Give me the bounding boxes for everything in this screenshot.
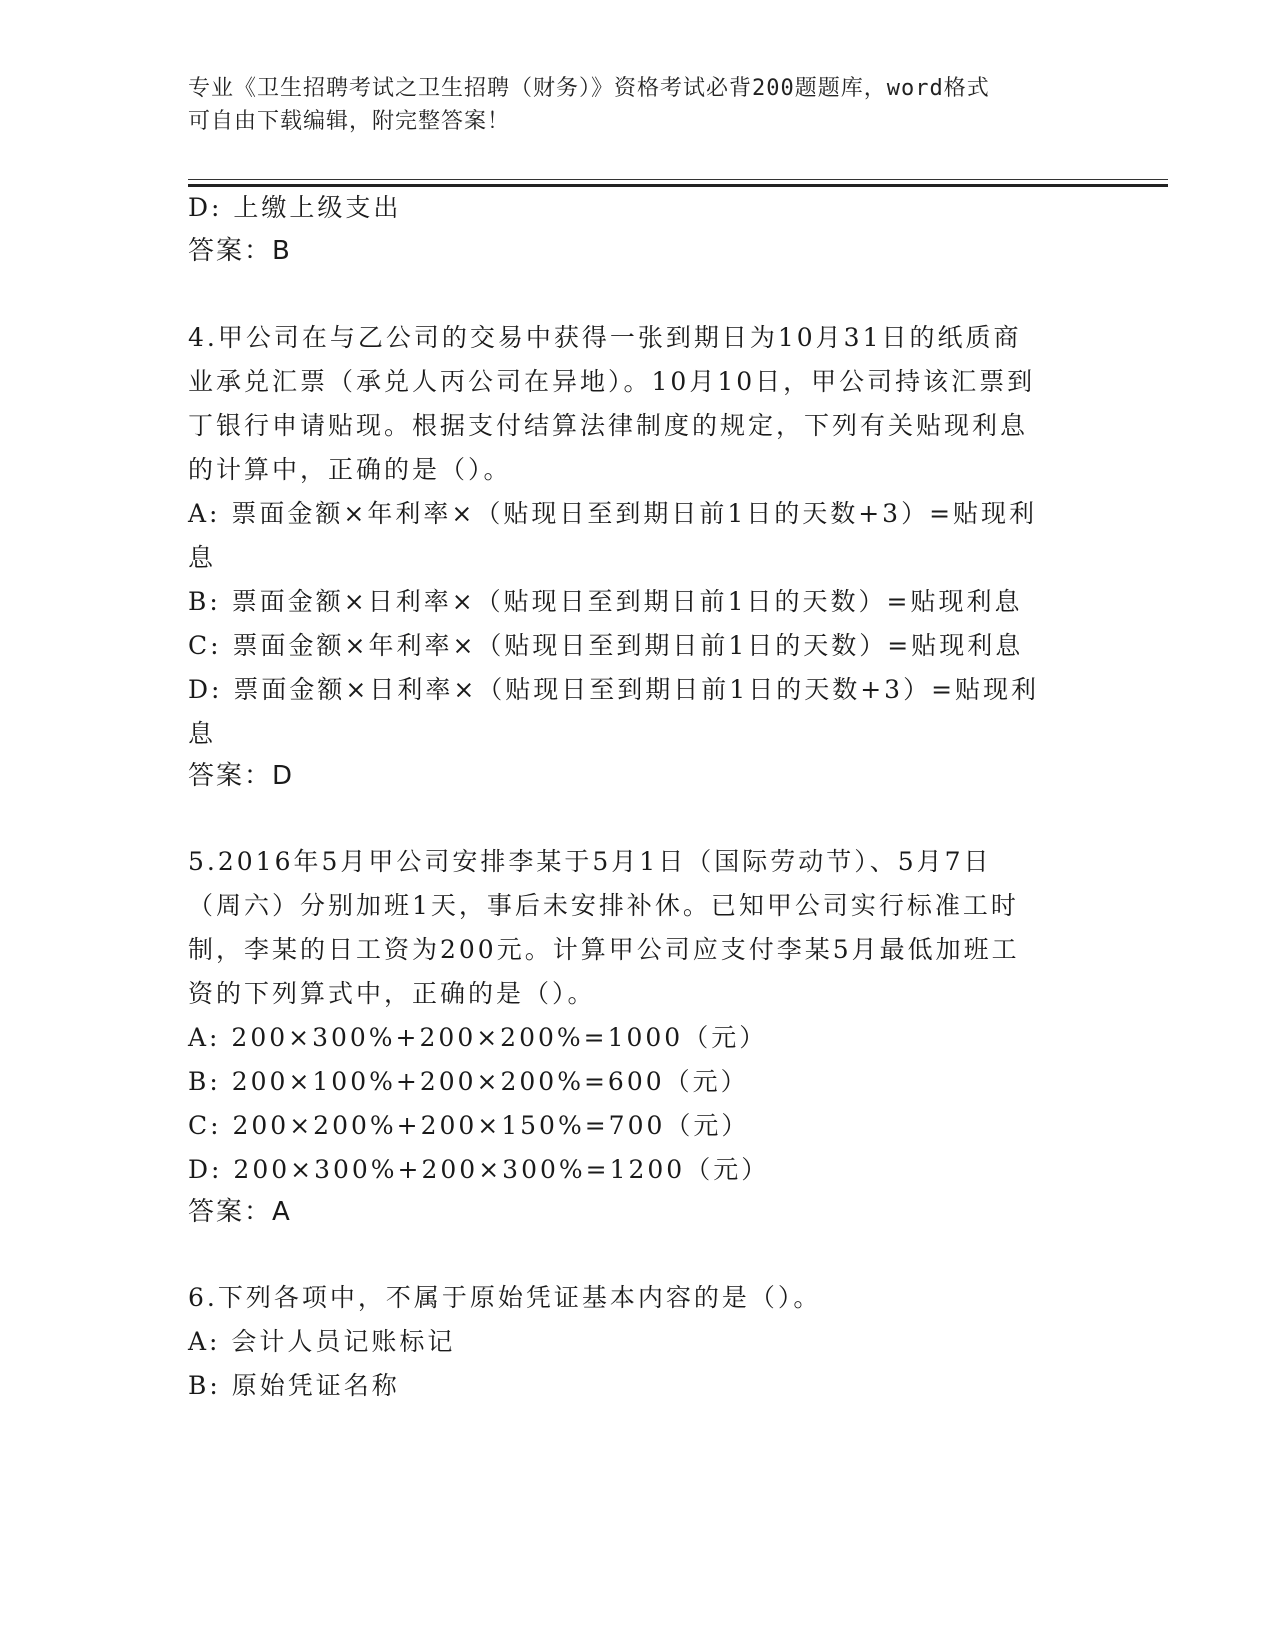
header-subtitle: 可自由下载编辑，附完整答案！: [188, 109, 511, 134]
q5-option-b: B: 200×100%+200×200%=600（元）: [188, 1067, 749, 1096]
q4-option-d: D: 票面金额×日利率×（贴现日至到期日前1日的天数+3）=贴现利: [188, 675, 1040, 704]
header-title: 专业《卫生招聘考试之卫生招聘（财务）》资格考试必背200题题库，word格式: [188, 76, 990, 101]
q4-answer: 答案：D: [188, 761, 295, 791]
q6-option-b: B: 原始凭证名称: [188, 1371, 400, 1400]
header-divider-thin: [188, 179, 1168, 180]
q4-option-b: B: 票面金额×日利率×（贴现日至到期日前1日的天数）=贴现利息: [188, 587, 1023, 616]
q3-answer: 答案：B: [188, 236, 292, 266]
q4-stem-line: 丁银行申请贴现。根据支付结算法律制度的规定，下列有关贴现利息: [188, 411, 1029, 440]
header-divider-thick: [188, 184, 1168, 187]
q4-option-c: C: 票面金额×年利率×（贴现日至到期日前1日的天数）=贴现利息: [188, 631, 1024, 660]
q4-stem-line: 业承兑汇票（承兑人丙公司在异地）。10月10日，甲公司持该汇票到: [188, 367, 1036, 396]
q5-option-c: C: 200×200%+200×150%=700（元）: [188, 1111, 750, 1140]
q5-option-a: A: 200×300%+200×200%=1000（元）: [188, 1023, 768, 1052]
q5-stem-line: （周六）分别加班1天，事后未安排补休。已知甲公司实行标准工时: [188, 891, 1019, 920]
q6-option-a: A: 会计人员记账标记: [188, 1327, 456, 1356]
q4-option-a: A: 票面金额×年利率×（贴现日至到期日前1日的天数+3）=贴现利: [188, 499, 1038, 528]
q4-stem-line: 4.甲公司在与乙公司的交易中获得一张到期日为10月31日的纸质商: [188, 323, 1022, 352]
q5-option-d: D: 200×300%+200×300%=1200（元）: [188, 1155, 770, 1184]
q5-stem-line: 资的下列算式中，正确的是（）。: [188, 979, 596, 1008]
q4-option-d-cont: 息: [188, 719, 217, 748]
document-header: [188, 72, 1088, 138]
q4-stem-line: 的计算中，正确的是（）。: [188, 455, 512, 484]
q5-answer: 答案：A: [188, 1197, 292, 1227]
q4-option-a-cont: 息: [188, 543, 217, 572]
q5-stem-line: 制，李某的日工资为200元。计算甲公司应支付李某5月最低加班工: [188, 935, 1020, 964]
q3-option-d: D: 上缴上级支出: [188, 193, 402, 222]
q5-stem-line: 5.2016年5月甲公司安排李某于5月1日（国际劳动节）、5月7日: [188, 847, 992, 876]
q6-stem: 6.下列各项中，不属于原始凭证基本内容的是（）。: [188, 1283, 822, 1312]
